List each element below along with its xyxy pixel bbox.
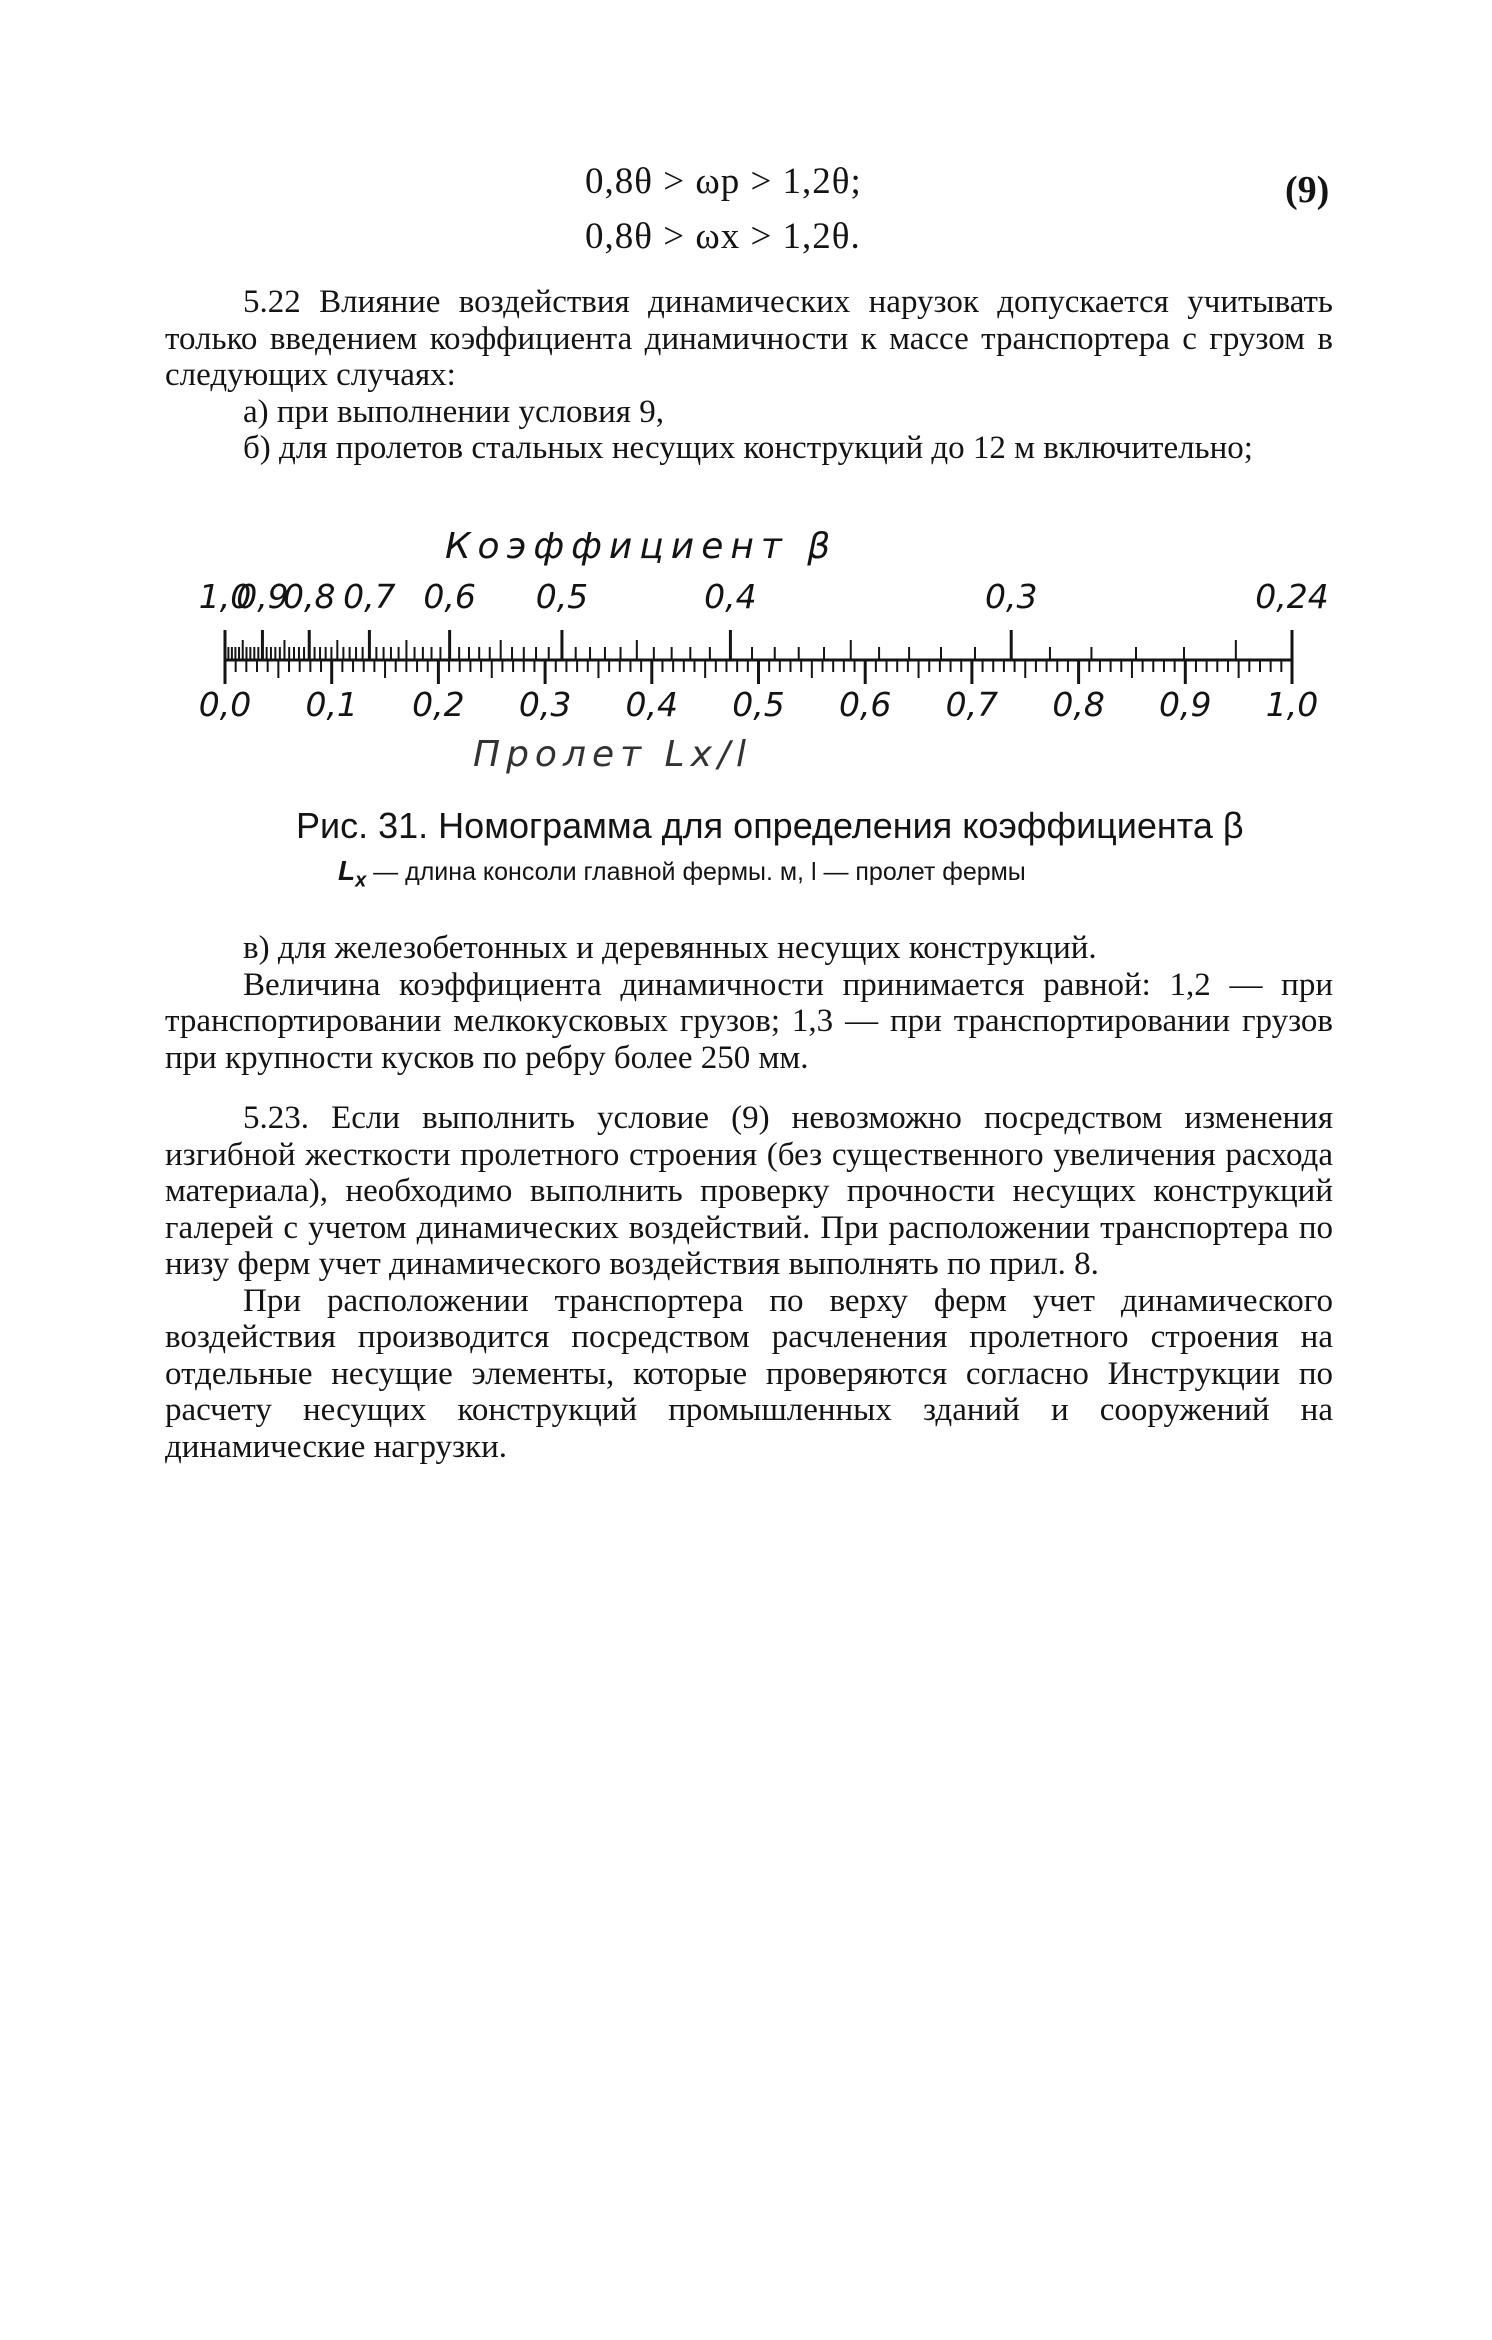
equation-number: (9) [1285,169,1330,211]
section-5-23-p2: При расположении транспортера по верху ферм учет динамического воздействия производится посредством расчленения пролетного строения на отдельные несущие элементы, которые проверяются согласно Инструкции по расчету несущих конструкций промышленных зданий и сооружений на динамические нагрузки. [165,1282,1333,1465]
nomogram-title: Коэффициент β [445,526,838,567]
top-scale-label: 0,24 [1255,577,1329,616]
subcaption-text: — длина консоли главной фермы. м, l — пролет фермы [366,858,1026,886]
bottom-scale-label: 0,3 [518,685,572,724]
top-scale-label: 0,8 [282,577,336,616]
bottom-scale-label: 0,7 [945,685,999,724]
coefficient-value: Величина коэффициента динамичности принимается равной: 1,2 — при транспортировании мелкокусковых грузов; 1,3 — при транспортировании грузов при крупности кусков по ребру более 250 мм. [165,966,1333,1076]
top-scale-label: 0,5 [535,577,589,616]
bottom-scale-label: 0,5 [732,685,785,724]
figure-caption: Рис. 31. Номограмма для определения коэффициента β [296,805,1244,846]
top-scale-label: 0,6 [423,577,476,616]
nomogram-scale [0,0,1492,800]
bottom-scale-label: 0,0 [198,685,252,724]
top-scale-label: 0,9 [236,577,289,616]
bottom-scale-label: 0,6 [838,685,892,724]
section-5-22-cont [165,930,1333,1076]
bottom-scale-label: 0,4 [625,685,679,724]
section-5-23-p1: 5.23. Если выполнить условие (9) невозможно посредством изменения изгибной жесткости пролетного строения (без существенного увеличения расхода материала), необходимо выполнить проверку прочности несущих конструкций галерей с учетом динамических воздействий. При расположении транспортера по низу ферм учет динамического воздействия выполнять по прил. 8. [165,1100,1333,1282]
top-scale-label: 1,0 [198,577,252,616]
formula-line-2: 0,8θ > ωх > 1,2θ. [585,216,861,257]
item-b: б) для пролетов стальных несущих конструкций до 12 м включительно; [243,430,1253,466]
bottom-scale-label: 1,0 [1265,685,1319,724]
top-scale-label: 0,7 [343,577,396,616]
item-v: в) для железобетонных и деревянных несущих конструкций. [243,930,1097,966]
top-scale-label: 0,4 [704,577,757,616]
bottom-scale-label: 0,9 [1159,685,1212,724]
bottom-scale-label: 0,2 [412,685,465,724]
section-5-22-intro: 5.22 Влияние воздействия динамических нарузок допускается учитывать только введением коэффициента динамичности к массе транспортера с грузом в следующих случаях: [165,284,1333,393]
figure-subcaption [338,855,1026,893]
formula-line-1: 0,8θ > ωр > 1,2θ; [585,161,862,202]
bottom-scale-label: 0,1 [305,685,358,724]
nomogram-axis-label: Пролет Lх/l [473,734,753,775]
subcaption-symbol: $L_x$ [338,855,367,892]
item-a: а) при выполнении условия 9, [243,393,664,430]
section-5-23 [165,1100,1333,1465]
top-scale-label: 0,3 [984,577,1038,616]
bottom-scale-label: 0,8 [1052,685,1105,724]
